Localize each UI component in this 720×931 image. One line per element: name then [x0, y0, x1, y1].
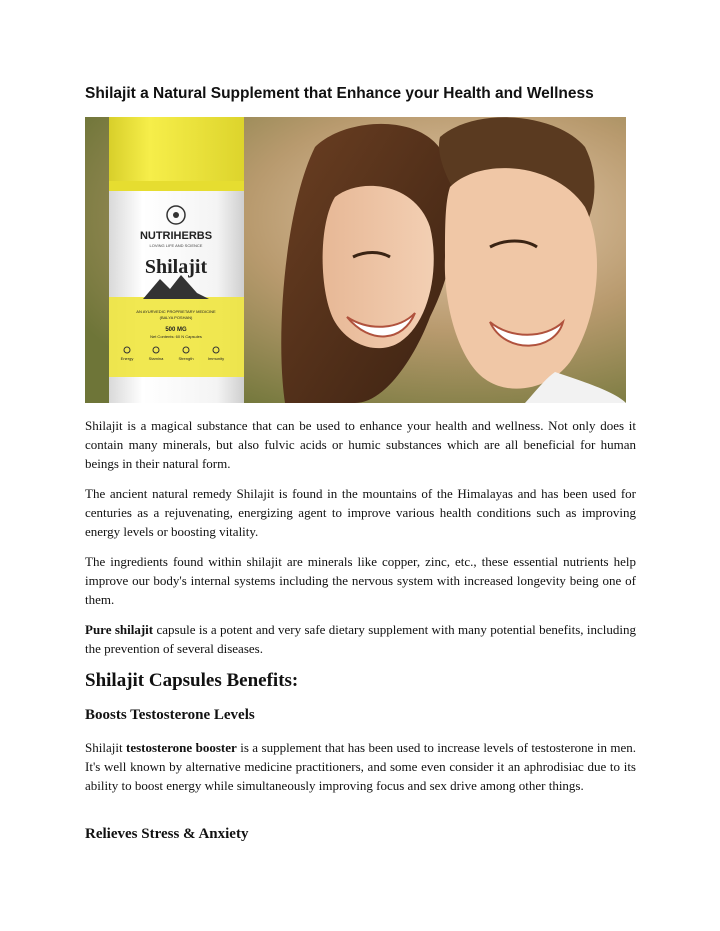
subheading-testosterone: Boosts Testosterone Levels [85, 707, 255, 723]
brand-tagline: LOVING LIFE AND SCIENCE [149, 243, 203, 248]
benefit-label-strength: Strength [178, 356, 194, 361]
paragraph-5-start: Shilajit [85, 740, 126, 755]
brand-name: NUTRIHERBS [139, 230, 213, 242]
paragraph-1-text: Shilajit is a magical substance that can be used to enhance your health and wellness. Not only does it contain many minerals, but also fulvic acids or humic substances which are all beneficial for human beings in their natural form. [85, 418, 636, 471]
pure-shilajit-bold: Pure shilajit [85, 622, 154, 637]
paragraph-2-text: The ancient natural remedy Shilajit is found in the mountains of the Himalayas and has been used for centuries as a rejuvenating, energizing agent to improve various health conditions such as improving energy levels or boosting vitality. [85, 486, 636, 539]
paragraph-3-text: The ingredients found within shilajit are minerals like copper, zinc, etc., these essential nutrients help improve our body's internal systems including the nervous system with increased longevity being one of them. [85, 554, 636, 607]
product-bottle [109, 117, 244, 403]
paragraph-4-text: capsule is a potent and very safe dietary supplement with many potential benefits, including the prevention of several diseases. [85, 622, 637, 656]
section-heading-benefits: Shilajit Capsules Benefits: [85, 670, 299, 691]
testosterone-booster-bold: testosterone booster [126, 740, 237, 755]
benefit-label-immunity: Immunity [207, 356, 225, 361]
benefit-label-energy: Energy [120, 356, 134, 361]
paragraph-5-text: is a supplement that has been used to increase levels of testosterone in men. It's well known by alternative medicine practitioners, and some even consider it an aphrodisiac due to its ability to boost energy while simultaneously improving focus and sex drive among other things. [85, 740, 637, 793]
product-dose: 500 MG [165, 327, 187, 333]
product-subtitle-2: (BALYA POSHAN) [159, 315, 193, 320]
paragraph-ingredients [85, 552, 636, 609]
paragraph-pure-shilajit [85, 620, 636, 658]
paragraph-intro [85, 416, 636, 473]
product-subtitle: AN AYURVEDIC PROPRIETARY MEDICINE [136, 309, 216, 314]
product-contents: Net Contents: 60 N Capsules [150, 334, 202, 339]
benefit-label-stamina: Stamina [148, 356, 164, 361]
product-name: Shilajit [144, 256, 208, 278]
paragraph-testosterone [85, 738, 636, 795]
subheading-stress: Relieves Stress & Anxiety [85, 826, 249, 842]
hero-image [85, 117, 626, 403]
paragraph-himalayas [85, 484, 636, 541]
page-title: Shilajit a Natural Supplement that Enhance your Health and Wellness [85, 85, 594, 102]
